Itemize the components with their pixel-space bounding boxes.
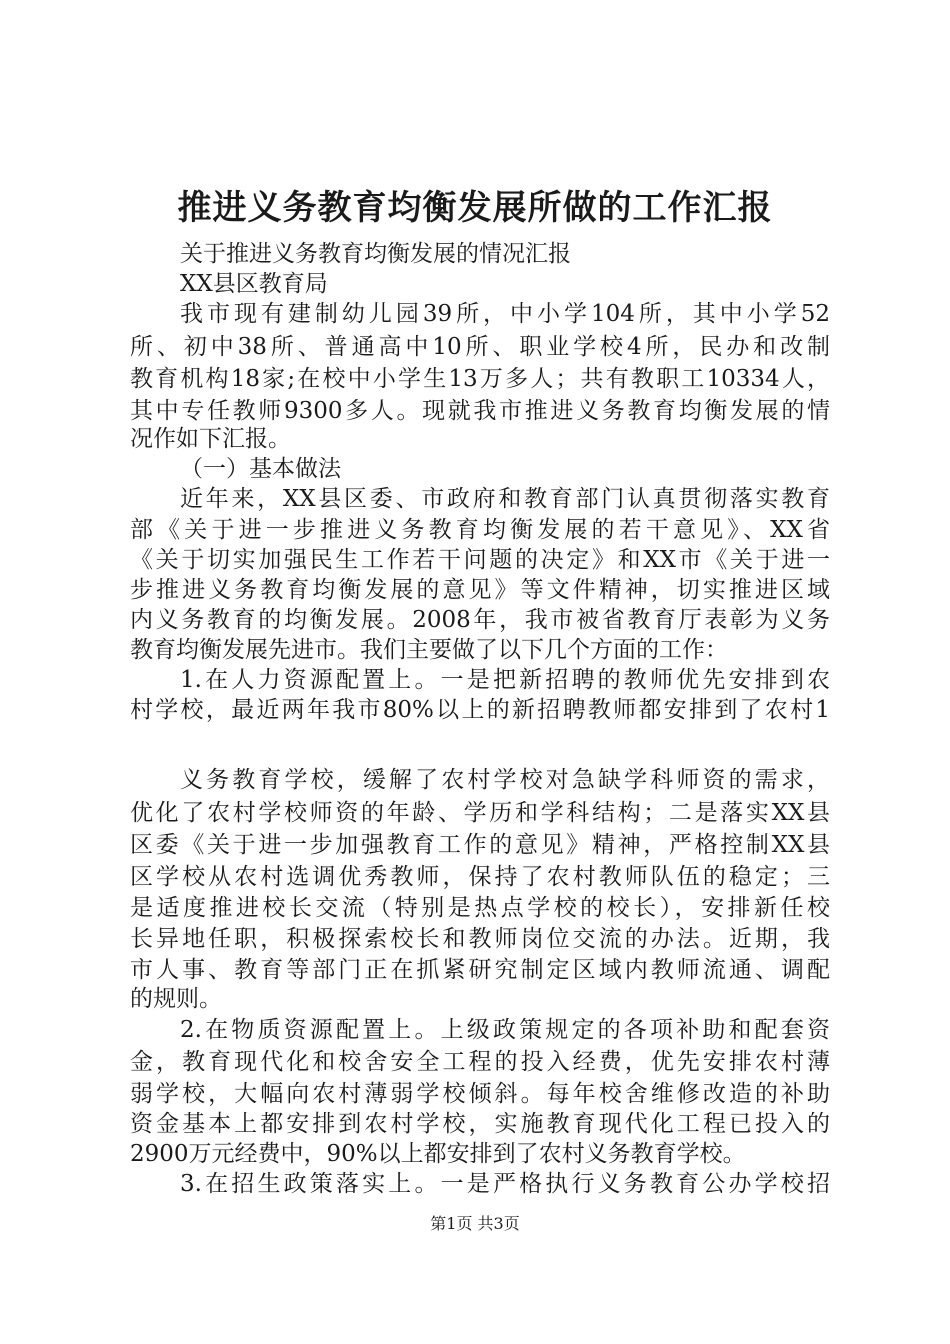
paragraph-line: 近年来，XX县区委、市政府和教育部门认真贯彻落实教育 (180, 486, 830, 512)
paragraph-line: 内义务教育的均衡发展。2008年，我市被省教育厅表彰为义务 (130, 607, 830, 633)
paragraph-line: 1.在人力资源配置上。一是把新招聘的教师优先安排到农 (180, 667, 830, 693)
paragraph-line: 步推进义务教育均衡发展的意见》等文件精神，切实推进区域 (130, 577, 830, 603)
paragraph-line: 所、初中38所、普通高中10所、职业学校4所，民办和改制 (130, 334, 830, 360)
paragraph-line: 的规则。 (130, 986, 222, 1012)
paragraph-line: 3.在招生政策落实上。一是严格执行义务教育公办学校招 (180, 1171, 830, 1197)
paragraph-line: 2.在物质资源配置上。上级政策规定的各项补助和配套资 (180, 1017, 830, 1043)
paragraph-line: 是适度推进校长交流（特别是热点学校的校长），安排新任校 (130, 895, 830, 921)
paragraph-line: 义务教育学校，缓解了农村学校对急缺学科师资的需求， (180, 767, 830, 793)
paragraph-line: 市人事、教育等部门正在抓紧研究制定区域内教师流通、调配 (130, 957, 830, 983)
paragraph-line: 2900万元经费中，90%以上都安排到了农村义务教育学校。 (130, 1141, 746, 1167)
page-footer: 第1页 共3页 (430, 1214, 520, 1233)
section-heading: （一）基本做法 (180, 456, 341, 482)
paragraph-line: 教育机构18家;在校中小学生13万多人；共有教职工10334人， (130, 366, 830, 392)
paragraph-line: 部《关于进一步推进义务教育均衡发展的若干意见》、XX省 (130, 517, 830, 543)
paragraph-line: 况作如下汇报。 (130, 426, 291, 452)
subtitle-line: 关于推进义务教育均衡发展的情况汇报 (180, 241, 571, 267)
paragraph-line: 区委《关于进一步加强教育工作的意见》精神，严格控制XX县 (130, 832, 830, 858)
paragraph-line: 优化了农村学校师资的年龄、学历和学科结构；二是落实XX县 (130, 800, 830, 826)
document-title: 推进义务教育均衡发展所做的工作汇报 (177, 188, 773, 228)
paragraph-line: 长异地任职，积极探索校长和教师岗位交流的办法。近期，我 (130, 926, 830, 952)
paragraph-line: 其中专任教师9300多人。现就我市推进义务教育均衡发展的情 (130, 398, 830, 424)
paragraph-line: 教育均衡发展先进市。我们主要做了以下几个方面的工作： (130, 637, 728, 663)
paragraph-line: 我市现有建制幼儿园39所，中小学104所，其中小学52 (180, 301, 830, 327)
paragraph-line: 资金基本上都安排到农村学校，实施教育现代化工程已投入的 (130, 1111, 830, 1137)
paragraph-line: 《关于切实加强民生工作若干问题的决定》和XX市《关于进一 (130, 547, 830, 573)
paragraph-line: 弱学校，大幅向农村薄弱学校倾斜。每年校舍维修改造的补助 (130, 1081, 830, 1107)
paragraph-line: 区学校从农村选调优秀教师，保持了农村教师队伍的稳定；三 (130, 864, 830, 890)
author-line: XX县区教育局 (180, 271, 328, 297)
paragraph-line: 金，教育现代化和校舍安全工程的投入经费，优先安排农村薄 (130, 1049, 830, 1075)
paragraph-line: 村学校，最近两年我市80%以上的新招聘教师都安排到了农村1 (130, 697, 830, 723)
